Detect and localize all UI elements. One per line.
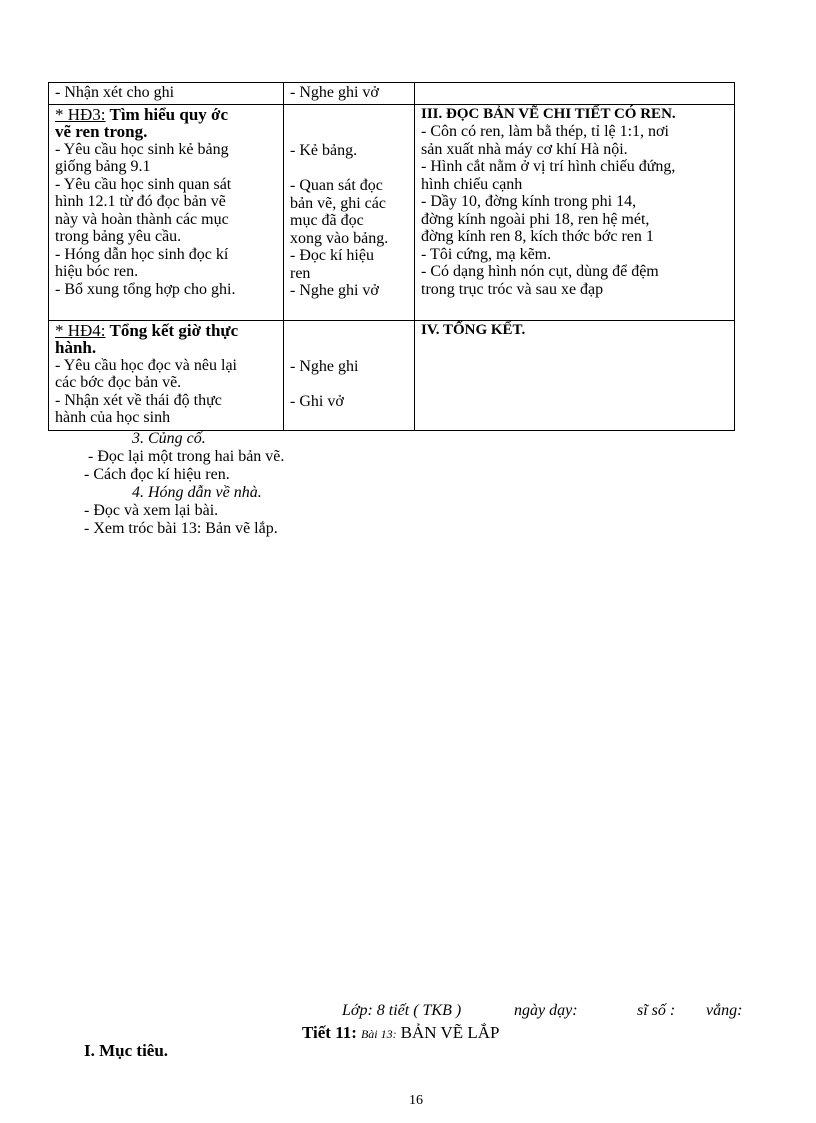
cell-line: - Yêu cầu học sinh kẻ bảng	[55, 140, 229, 158]
content-cell	[415, 83, 735, 105]
cell-line: đờng kính ren 8, kích thớc bớc ren 1	[421, 228, 654, 245]
lesson-number: Bài 13:	[360, 1027, 397, 1041]
activity-title: Tìm hiểu quy ớc	[105, 104, 228, 124]
cell-line: trong bảng yêu cầu.	[55, 228, 182, 245]
activity-tag: * HĐ4:	[55, 320, 106, 340]
period-label: Tiết 11:	[302, 1023, 357, 1042]
activity-heading	[55, 322, 278, 340]
cell-line: - Nhận xét về thái độ thực	[55, 391, 222, 409]
lesson-plan-table	[48, 82, 735, 431]
activity-title: Tổng kết giờ thực	[105, 320, 239, 340]
lesson-heading	[302, 1023, 499, 1043]
consolidate-heading: 3. Củng cố.	[132, 430, 206, 447]
table-row	[49, 83, 735, 105]
homework-heading: 4. Hóng dẫn về nhà.	[132, 484, 262, 501]
cell-line: - Hóng dẫn học sinh đọc kí	[55, 245, 229, 263]
content-cell	[415, 320, 735, 430]
content-cell	[415, 104, 735, 320]
student-activity-cell	[284, 104, 415, 320]
cell-line: trong trục tróc và sau xe đạp	[421, 280, 604, 298]
activity-tag: * HĐ3:	[55, 104, 106, 124]
cell-line: - Đọc kí hiệu	[290, 247, 374, 264]
table-row	[49, 104, 735, 320]
cell-line: - Có dạng hình nón cụt, dùng để đệm	[421, 263, 659, 280]
cell-line: mục đã đọc	[290, 212, 364, 229]
teacher-activity-cell	[49, 320, 284, 430]
cell-line: - Ghi vở	[290, 393, 344, 410]
cell-line: các bớc đọc bản vẽ.	[55, 374, 182, 391]
cell-line: sản xuất nhà máy cơ khí Hà nội.	[421, 140, 628, 158]
activity-heading-cont: hành.	[55, 338, 97, 357]
cell-line: - Côn có ren, làm bằ thép, tỉ lệ 1:1, nơi	[421, 123, 669, 140]
cell-line: - Nghe ghi vở	[290, 282, 379, 299]
cell-line: - Hình cắt nằm ở vị trí hình chiếu đứng,	[421, 158, 676, 175]
objectives-heading: I. Mục tiêu.	[84, 1041, 169, 1060]
cell-line: bản vẽ, ghi các	[290, 194, 386, 212]
homework-item: - Xem tróc bài 13: Bản vẽ lắp.	[84, 520, 278, 537]
class-label: Lớp: 8 tiết ( TKB )	[342, 1002, 462, 1019]
cell-line: hành của học sinh	[55, 409, 171, 426]
homework-item: - Đọc và xem lại bài.	[84, 502, 219, 519]
consolidate-item: - Cách đọc kí hiệu ren.	[84, 466, 230, 483]
cell-line: ren	[290, 264, 311, 282]
cell-line: giống bảng 9.1	[55, 158, 151, 175]
student-activity-cell	[284, 83, 415, 105]
consolidate-item: - Đọc lại một trong hai bản vẽ.	[88, 448, 285, 465]
teacher-activity-cell	[49, 104, 284, 320]
cell-line: hình chiếu cạnh	[421, 175, 523, 193]
section-heading: IV. TỔNG KẾT.	[421, 321, 526, 338]
absent-label: vắng:	[706, 1002, 743, 1019]
activity-heading	[55, 106, 278, 124]
page-number: 16	[409, 1093, 423, 1108]
cell-line: - Tôi cứng, mạ kẽm.	[421, 245, 552, 263]
cell-line: - Yêu cầu học đọc và nêu lại	[55, 356, 237, 374]
cell-line: - Dầy 10, đờng kính trong phi 14,	[421, 193, 637, 210]
cell-line: - Nghe ghi	[290, 357, 359, 375]
cell-text: - Nhận xét cho ghi	[55, 84, 175, 101]
lesson-title: BẢN VẼ LẮP	[400, 1023, 500, 1042]
table-row	[49, 320, 735, 430]
teacher-activity-cell	[49, 83, 284, 105]
attendance-label: sĩ số :	[637, 1002, 676, 1019]
cell-line: - Yêu cầu học sinh quan sát	[55, 175, 232, 193]
cell-line: đờng kính ngoài phi 18, ren hệ mét,	[421, 210, 650, 228]
cell-line: này và hoàn thành các mục	[55, 210, 229, 228]
activity-heading-cont: vẽ ren trong.	[55, 122, 148, 141]
cell-line: - Kẻ bảng.	[290, 141, 358, 159]
cell-line: hiệu bóc ren.	[55, 263, 139, 280]
date-label: ngày dạy:	[514, 1002, 578, 1019]
cell-line: xong vào bảng.	[290, 229, 389, 247]
cell-text: - Nghe ghi vở	[290, 84, 379, 101]
cell-line: - Quan sát đọc	[290, 177, 383, 194]
cell-line: hình 12.1 từ đó đọc bản vẽ	[55, 193, 226, 210]
student-activity-cell	[284, 320, 415, 430]
section-heading: III. ĐỌC BẢN VẼ CHI TIẾT CÓ REN.	[421, 105, 676, 122]
cell-line: - Bổ xung tổng hợp cho ghi.	[55, 280, 236, 298]
